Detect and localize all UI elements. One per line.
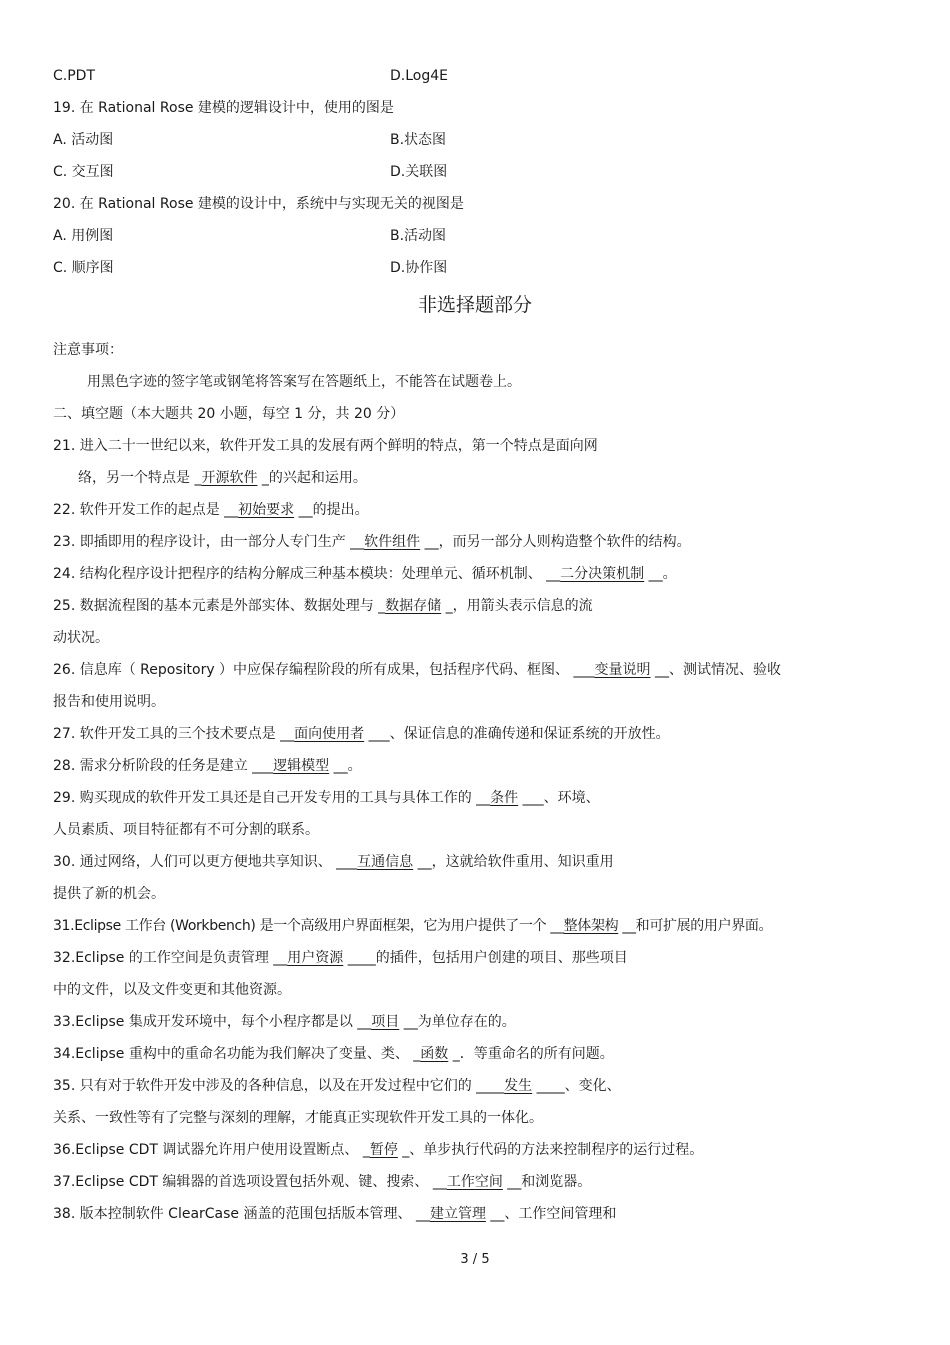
question-19-stem: 19. 在 Rational Rose 建模的逻辑设计中，使用的图是 [53, 100, 394, 116]
answer-blank: 暂停 [369, 1142, 398, 1158]
answer-blank: 整体架构 [563, 918, 619, 934]
section-title: 非选择题部分 [417, 294, 532, 316]
question-line: 38. 版本控制软件 ClearCase 涵盖的范围包括版本管理、 __建立管理 __、工作空间管理和 [53, 1206, 617, 1222]
notice-text: 用黑色字迹的签字笔或钢笔将答案写在答题纸上，不能答在试题卷上。 [87, 374, 521, 390]
question-line: 25. 数据流程图的基本元素是外部实体、数据处理与 _数据存储 _，用箭头表示信息的流 [53, 598, 593, 614]
answer-blank: 变量说明 [594, 662, 651, 678]
answer-blank: 建立管理 [429, 1206, 486, 1222]
answer-blank: 开源软件 [201, 470, 258, 486]
page-number: 3 / 5 [460, 1252, 490, 1267]
question-line: 31.Eclipse 工作台 (Workbench) 是一个高级用户界面框架，它为用户提供了一个 __整体架构 __和可扩展的用户界面。 [53, 918, 773, 934]
question-line: 36.Eclipse CDT 调试器允许用户使用设置断点、 _暂停 _、单步执行代码的方法来控制程序的运行过程。 [53, 1142, 704, 1158]
question-line: 中的文件，以及文件变更和其他资源。 [53, 982, 291, 998]
q20-option-d: D.协作图 [390, 260, 448, 276]
q19-option-b: B.状态图 [390, 132, 447, 148]
section-2-heading: 二、填空题（本大题共 20 小题，每空 1 分，共 20 分） [53, 406, 405, 422]
question-line: 关系、一致性等有了完整与深刻的理解，才能真正实现软件开发工具的一体化。 [53, 1110, 543, 1126]
answer-blank: 条件 [490, 790, 519, 806]
answer-blank: 二分决策机制 [560, 566, 645, 582]
question-line: 提供了新的机会。 [53, 886, 165, 902]
question-line: 37.Eclipse CDT 编辑器的首选项设置包括外观、键、搜索、 __工作空间 __和浏览器。 [53, 1174, 592, 1190]
answer-blank: 逻辑模型 [273, 758, 330, 774]
answer-blank: 用户资源 [287, 950, 344, 966]
q19-option-a: A. 活动图 [53, 132, 114, 148]
q19-option-c: C. 交互图 [53, 164, 114, 180]
question-line: 26. 信息库（ Repository ）中应保存编程阶段的所有成果，包括程序代码、框图、 ___变量说明 __、测试情况、验收 [53, 662, 781, 678]
question-line: 34.Eclipse 重构中的重命名功能为我们解决了变量、类、 _函数 _．等重命名的所有问题。 [53, 1046, 614, 1062]
answer-blank: 初始要求 [238, 502, 295, 518]
answer-blank: 软件组件 [364, 534, 421, 550]
question-line: 动状况。 [53, 630, 109, 646]
question-line: 27. 软件开发工具的三个技术要点是 __面向使用者 ___、保证信息的准确传递和保证系统的开放性。 [53, 726, 670, 742]
answer-blank: 函数 [420, 1046, 449, 1062]
question-line: 28. 需求分析阶段的任务是建立 ___逻辑模型 __。 [53, 758, 362, 774]
question-line: 30. 通过网络，人们可以更方便地共享知识、 ___互通信息 __，这就给软件重用、知识重用 [53, 854, 614, 870]
question-line: 人员素质、项目特征都有不可分割的联系。 [53, 822, 319, 838]
question-line: 22. 软件开发工作的起点是 __初始要求 __的提出。 [53, 502, 369, 518]
answer-blank: 数据存储 [385, 598, 442, 614]
q19-option-d: D.关联图 [390, 164, 448, 180]
option-d-log4e: D.Log4E [390, 68, 448, 84]
notice-label: 注意事项： [53, 342, 123, 358]
question-line: 络，另一个特点是 _开源软件 _的兴起和运用。 [78, 470, 367, 486]
answer-blank: 发生 [504, 1078, 533, 1094]
answer-blank: 项目 [371, 1014, 400, 1030]
question-line: 32.Eclipse 的工作空间是负责管理 __用户资源 ____的插件，包括用户创建的项目、那些项目 [53, 950, 628, 966]
question-line: 报告和使用说明。 [53, 694, 165, 710]
question-line: 24. 结构化程序设计把程序的结构分解成三种基本模块：处理单元、循环机制、 __二分决策机制 __。 [53, 566, 677, 582]
answer-blank: 工作空间 [446, 1174, 503, 1190]
question-line: 35. 只有对于软件开发中涉及的各种信息，以及在开发过程中它们的 ____发生 ____、变化、 [53, 1078, 621, 1094]
option-c-pdt: C.PDT [53, 68, 95, 84]
question-line: 29. 购买现成的软件开发工具还是自己开发专用的工具与具体工作的 __条件 ___、环境、 [53, 790, 600, 806]
question-line: 33.Eclipse 集成开发环境中，每个小程序都是以 __项目 __为单位存在的。 [53, 1014, 516, 1030]
question-20-stem: 20. 在 Rational Rose 建模的设计中，系统中与实现无关的视图是 [53, 196, 464, 212]
q20-option-b: B.活动图 [390, 228, 447, 244]
answer-blank: 互通信息 [357, 854, 414, 870]
question-line: 23. 即插即用的程序设计，由一部分人专门生产 __软件组件 __，而另一部分人则构造整个软件的结构。 [53, 534, 691, 550]
question-line: 21. 进入二十一世纪以来，软件开发工具的发展有两个鲜明的特点，第一个特点是面向网 [53, 438, 598, 454]
answer-blank: 面向使用者 [294, 726, 365, 742]
q20-option-c: C. 顺序图 [53, 260, 114, 276]
q20-option-a: A. 用例图 [53, 228, 114, 244]
